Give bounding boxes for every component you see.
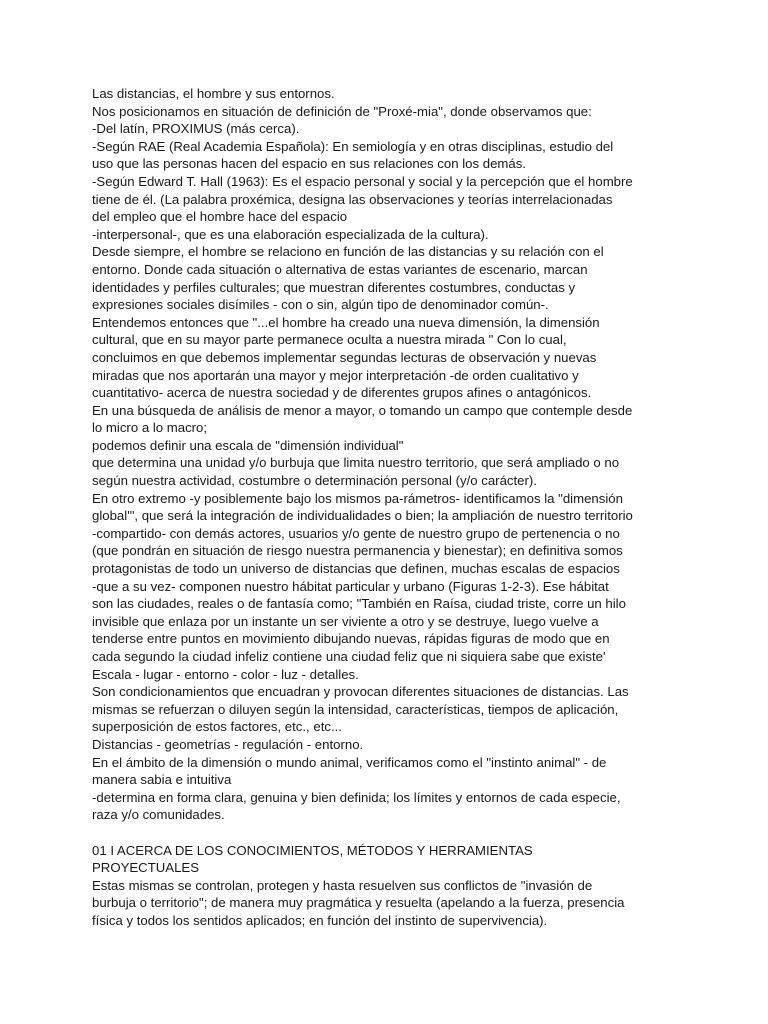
text-line: Estas mismas se controlan, protegen y hasta resuelven sus conflictos de "invasión de	[92, 877, 593, 893]
text-line: Entendemos entonces que "...el hombre ha creado una nueva dimensión, la dimensión	[92, 314, 600, 330]
text-line: superposición de estos factores, etc., etc...	[92, 719, 342, 735]
text-line: expresiones sociales disímiles - con o sin, algún tipo de denominador común-.	[92, 297, 549, 313]
text-line: -Del latín, PROXIMUS (más cerca).	[92, 121, 300, 137]
text-line: que determina una unidad y/o burbuja que limita nuestro territorio, que será ampliado o no	[92, 455, 620, 471]
text-line: tenderse entre puntos en movimiento dibujando nuevas, rápidas figuras de modo que en	[92, 631, 610, 647]
text-line: uso que las personas hacen del espacio en sus relaciones con los demás.	[92, 156, 526, 172]
text-line: -interpersonal-, que es una elaboración especializada de la cultura).	[92, 226, 489, 242]
text-line: PROYECTUALES	[92, 860, 199, 876]
text-line: -Según RAE (Real Academia Española): En semiología y en otras disciplinas, estudio del	[92, 138, 614, 154]
text-line: Escala - lugar - entorno - color - luz - detalles.	[92, 666, 359, 682]
text-line: según nuestra actividad, costumbre o determinación personal (y/o carácter).	[92, 473, 537, 489]
text-line: -compartido- con demás actores, usuarios y/o gente de nuestro grupo de pertenencia o no	[92, 525, 620, 541]
text-line: podemos definir una escala de "dimensión individual"	[92, 437, 404, 453]
text-line: burbuja o territorio"; de manera muy pragmática y resuelta (apelando a la fuerza, presencia	[92, 895, 625, 911]
text-line: -Según Edward T. Hall (1963): Es el espacio personal y social y la percepción que el hombre	[92, 173, 633, 189]
document-page	[92, 85, 684, 930]
text-line: cuantitativo- acerca de nuestra sociedad y de diferentes grupos afines o antagónicos.	[92, 385, 592, 401]
text-line: del empleo que el hombre hace del espacio	[92, 209, 348, 225]
text-line: identidades y perfiles culturales; que muestran diferentes costumbres, conductas y	[92, 279, 576, 295]
text-line: cada segundo la ciudad infeliz contiene una ciudad feliz que ni siquiera sabe que existe'	[92, 649, 606, 664]
text-line: raza y/o comunidades.	[92, 807, 225, 823]
text-line: mismas se refuerzan o diluyen según la intensidad, características, tiempos de aplicación,	[92, 701, 619, 717]
text-line: global'", que será la integración de individualidades o bien; la ampliación de nuestro territorio	[92, 508, 633, 524]
text-line: (que pondrán en situación de riesgo nuestra permanencia y bienestar); en definitiva somos	[92, 543, 623, 559]
text-line: Distancias - geometrías - regulación - entorno.	[92, 736, 364, 752]
text-line: En el ámbito de la dimensión o mundo animal, verificamos como el "instinto animal" - de	[92, 754, 607, 770]
paragraph-gap	[92, 824, 684, 842]
text-line: Nos posicionamos en situación de definición de "Proxé-mia", donde observamos que:	[92, 103, 592, 119]
text-line: cultural, que en su mayor parte permanece oculta a nuestra mirada " Con lo cual,	[92, 332, 567, 348]
text-line: Desde siempre, el hombre se relaciono en función de las distancias y su relación con el	[92, 244, 604, 260]
text-line: protagonistas de todo un universo de distancias que definen, muchas escalas de espacios	[92, 561, 620, 577]
text-line: Son condicionamientos que encuadran y provocan diferentes situaciones de distancias. Las	[92, 684, 629, 700]
text-line: miradas que nos aportarán una mayor y mejor interpretación -de orden cualitativo y	[92, 367, 579, 383]
text-line: física y todos los sentidos aplicados; en función del instinto de supervivencia).	[92, 912, 548, 928]
text-line: concluimos en que debemos implementar segundas lecturas de observación y nuevas	[92, 349, 597, 365]
text-line: tiene de él. (La palabra proxémica, designa las observaciones y teorías interrelacionadas	[92, 191, 613, 207]
body-text-block	[92, 85, 684, 824]
text-line: son las ciudades, reales o de fantasía como; "También en Raísa, ciudad triste, corre un hilo	[92, 596, 626, 612]
text-line: entorno. Donde cada situación o alternativa de estas variantes de escenario, marcan	[92, 261, 588, 277]
text-line: invisible que enlaza por un instante un ser viviente a otro y se destruye, luego vuelve a	[92, 613, 599, 629]
section-block	[92, 842, 684, 930]
text-line: -determina en forma clara, genuina y bien definida; los límites y entornos de cada especie,	[92, 789, 621, 805]
text-line: 01 I ACERCA DE LOS CONOCIMIENTOS, MÉTODOS Y HERRAMIENTAS	[92, 842, 533, 858]
text-line: En otro extremo -y posiblemente bajo los mismos pa-rámetros- identificamos la "dimensión	[92, 490, 623, 506]
text-line: -que a su vez- componen nuestro hábitat particular y urbano (Figuras 1-2-3). Ese hábitat	[92, 578, 609, 594]
text-line: lo micro a lo macro;	[92, 420, 208, 436]
text-line: manera sabia e intuitiva	[92, 772, 232, 788]
text-line: Las distancias, el hombre y sus entornos.	[92, 86, 335, 101]
text-line: En una búsqueda de análisis de menor a mayor, o tomando un campo que contemple desde	[92, 402, 633, 418]
